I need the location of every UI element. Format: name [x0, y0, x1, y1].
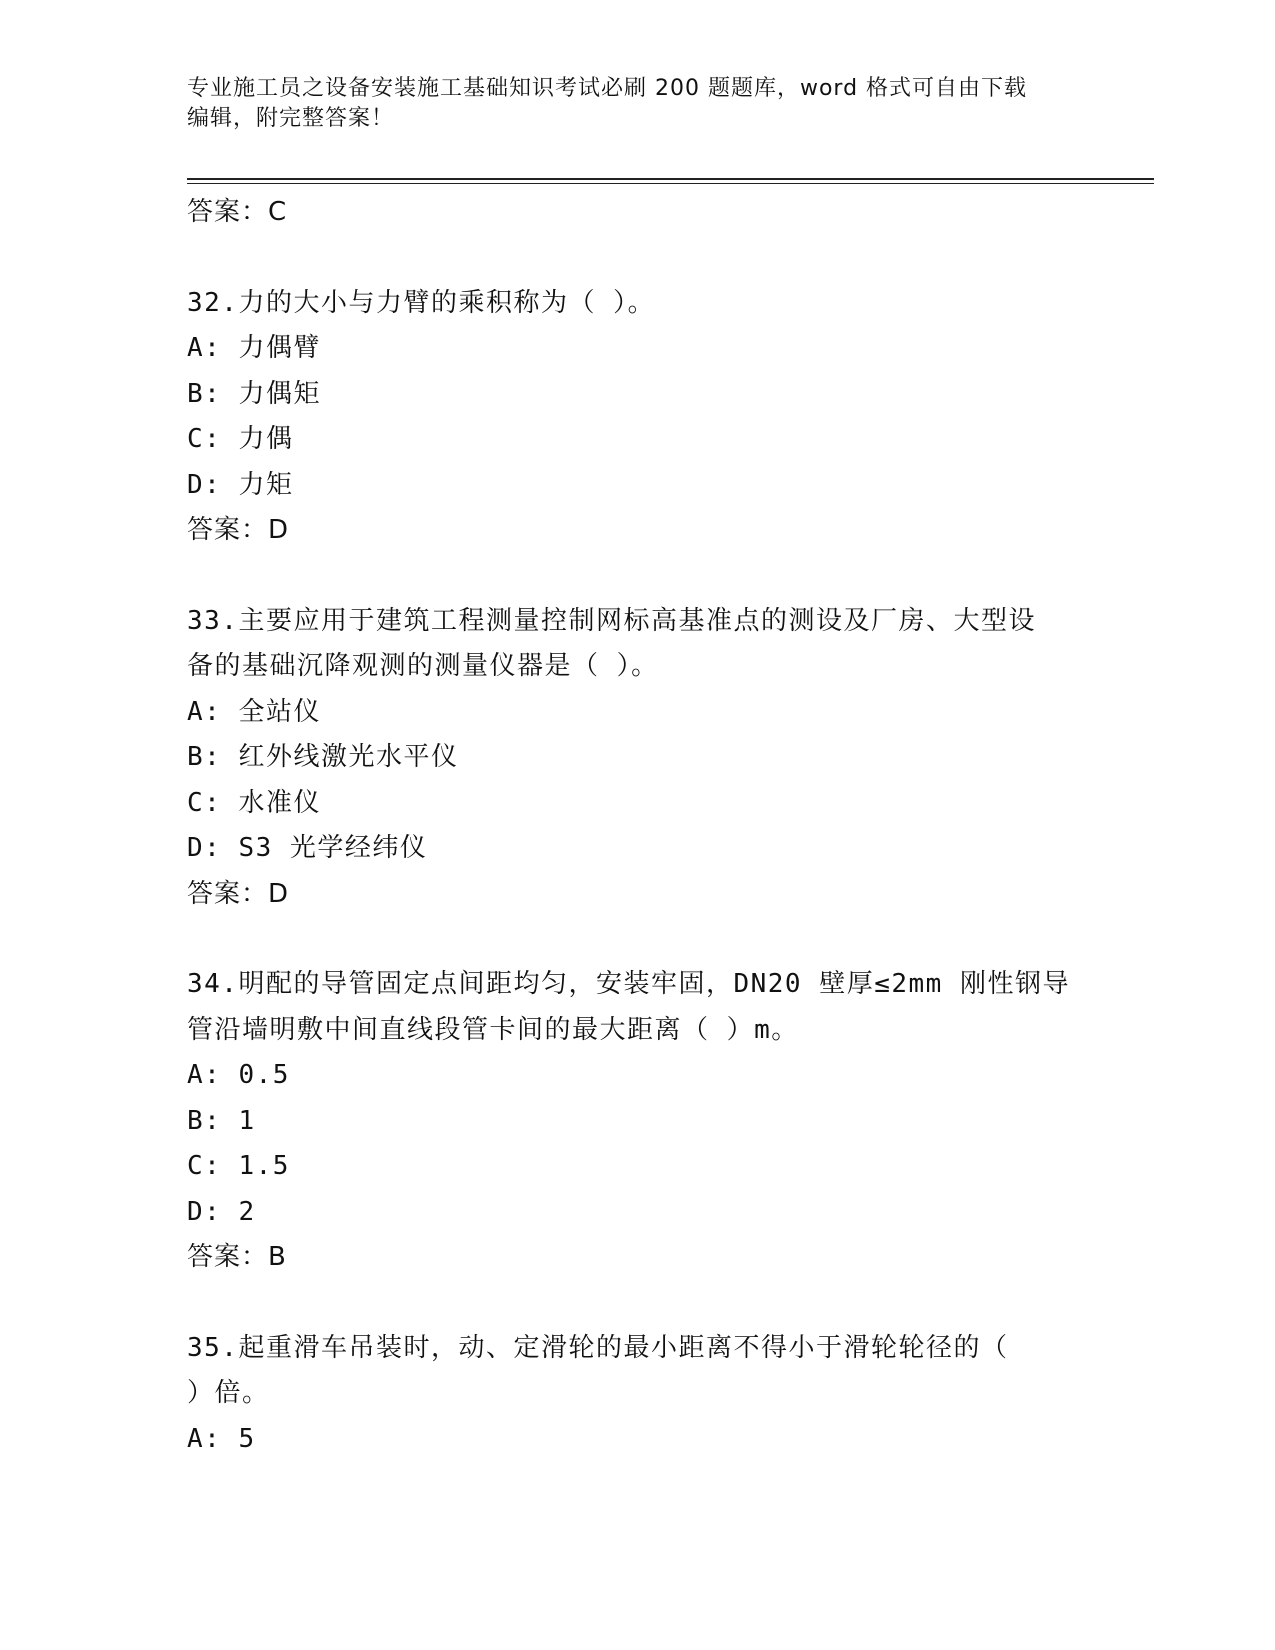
question-34 — [187, 962, 1087, 1281]
question-text-line-2: 备的基础沉降观测的测量仪器是（ ）。 — [187, 651, 659, 681]
previous-answer: 答案：C — [187, 197, 288, 227]
option-d: D: 力矩 — [187, 469, 294, 500]
question-32 — [187, 281, 1087, 554]
option-d: D: S3 光学经纬仪 — [187, 833, 428, 863]
option-b: B: 1 — [187, 1105, 256, 1136]
option-c: C: 水准仪 — [187, 787, 321, 818]
option-a: A: 0.5 — [187, 1060, 290, 1090]
question-text-line-2: ）倍。 — [187, 1378, 270, 1408]
question-text-line-1: 33.主要应用于建筑工程测量控制网标高基准点的测设及厂房、大型设 — [187, 605, 1036, 636]
question-33 — [187, 599, 1087, 918]
question-text-line-1: 35.起重滑车吊装时，动、定滑轮的最小距离不得小于滑轮轮径的（ — [187, 1332, 1009, 1363]
option-c: C: 1.5 — [187, 1151, 290, 1181]
question-text-line-1: 34.明配的导管固定点间距均匀，安装牢固，DN20 壁厚≤2mm 刚性钢导 — [187, 969, 1070, 999]
question-35 — [187, 1326, 1087, 1463]
answer: 答案：B — [187, 1242, 287, 1272]
option-b: B: 红外线激光水平仪 — [187, 742, 459, 772]
header-line-1: 专业施工员之设备安装施工基础知识考试必刷 200 题题库，word 格式可自由下载 — [187, 76, 1028, 101]
answer: 答案：D — [187, 515, 290, 545]
option-a: A: 5 — [187, 1423, 256, 1454]
option-c: C: 力偶 — [187, 424, 294, 454]
header-divider-thin — [187, 183, 1154, 184]
question-text: 32.力的大小与力臂的乘积称为（ ）。 — [187, 287, 656, 318]
header-line-2: 编辑，附完整答案！ — [187, 106, 395, 131]
answer: 答案：D — [187, 878, 290, 909]
question-text-line-2: 管沿墙明敷中间直线段管卡间的最大距离（ ）m。 — [187, 1014, 799, 1045]
option-b: B: 力偶矩 — [187, 378, 321, 409]
option-d: D: 2 — [187, 1196, 256, 1227]
option-a: A: 力偶臂 — [187, 333, 321, 363]
option-a: A: 全站仪 — [187, 696, 321, 727]
header-divider-thick — [187, 178, 1154, 180]
question-list — [187, 190, 1087, 1462]
document-header — [187, 74, 1067, 134]
